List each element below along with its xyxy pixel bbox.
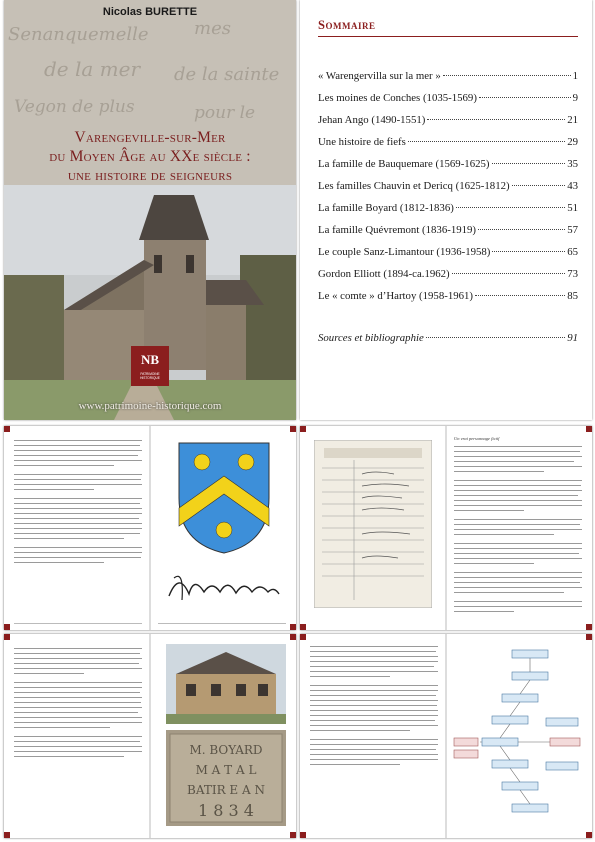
page-corner-mark	[586, 832, 592, 838]
page-corner-mark	[290, 426, 296, 432]
toc-entry-label: Gordon Elliott (1894-ca.1962)	[318, 268, 450, 280]
toc-entry	[318, 158, 578, 170]
page-footer-rule	[14, 623, 142, 624]
manor-house-photo	[166, 644, 286, 724]
toc-leader	[478, 229, 565, 230]
toc-entry-page: 21	[567, 114, 578, 126]
book-title	[16, 128, 284, 185]
toc-entry-page: 1	[572, 70, 578, 82]
signature-image	[164, 566, 284, 606]
stone-inscription-line: 1 8 3 4	[198, 801, 254, 820]
author-name: Nicolas BURETTE	[102, 6, 198, 18]
toc-entry	[318, 202, 578, 214]
toc-entry-page: 91	[567, 332, 578, 344]
page-corner-mark	[290, 832, 296, 838]
coat-of-arms-shield	[174, 438, 274, 558]
page-corner-mark	[300, 832, 306, 838]
toc-entry	[318, 114, 578, 126]
logo-initials: NB	[140, 352, 160, 367]
page-corner-mark	[290, 624, 296, 630]
toc-leader	[492, 251, 565, 252]
manuscript-word: Senanquemelle	[8, 24, 149, 45]
page-corner-mark	[586, 634, 592, 640]
toc-entry-page: 9	[572, 92, 578, 104]
toc-entry	[318, 246, 578, 258]
spread-preview-4	[300, 634, 592, 838]
toc-entry-label: Les moines de Conches (1035-1569)	[318, 92, 477, 104]
title-line: Varengeville-sur-Mer	[74, 129, 226, 146]
toc-entry-page: 57	[567, 224, 578, 236]
book-cover	[4, 0, 296, 420]
logo-subtitle: PATRIMOINE HISTORIQUE	[140, 372, 160, 380]
toc-entry-label: « Warengervilla sur la mer »	[318, 70, 441, 82]
section-heading: Un vrai personnage fictif	[454, 436, 500, 441]
toc-entry-page: 51	[567, 202, 578, 214]
toc-leader	[492, 163, 566, 164]
toc-title: Sommaire	[318, 18, 376, 32]
page-gutter	[445, 426, 447, 630]
toc-entry-page: 73	[567, 268, 578, 280]
toc-entry	[318, 268, 578, 280]
stone-inscription-line: BATIR E A N	[187, 783, 265, 797]
page-gutter	[149, 426, 151, 630]
toc-entry	[318, 290, 578, 302]
manuscript-word: pour le	[194, 103, 256, 123]
toc-entry-page: 43	[567, 180, 578, 192]
page-corner-mark	[4, 832, 10, 838]
toc-entry-label: Le « comte » d’Hartoy (1958-1961)	[318, 290, 474, 302]
spread-preview-3	[4, 634, 296, 838]
spread-preview-1	[4, 426, 296, 630]
toc-entry-page: 29	[567, 136, 578, 148]
toc-entry	[318, 136, 578, 148]
publisher-logo	[131, 346, 169, 386]
manuscript-word: mes	[194, 18, 231, 39]
page-corner-mark	[4, 426, 10, 432]
website-url: www.patrimoine-historique.com	[78, 400, 222, 412]
toc-entry-label: Jehan Ango (1490-1551)	[318, 114, 426, 126]
spread-preview-2	[300, 426, 592, 630]
toc-entry-label: Sources et bibliographie	[318, 332, 424, 344]
toc-entry	[318, 92, 578, 104]
page-corner-mark	[586, 624, 592, 630]
registry-document-image	[314, 440, 432, 608]
toc-leader	[512, 185, 566, 186]
page-corner-mark	[300, 634, 306, 640]
toc-entry	[318, 224, 578, 236]
page-corner-mark	[290, 634, 296, 640]
toc-entry-page: 35	[567, 158, 578, 170]
toc-entry-label: La famille de Bauquemare (1569-1625)	[318, 158, 490, 170]
page-corner-mark	[4, 624, 10, 630]
toc-entry-label: La famille Quévremont (1836-1919)	[318, 224, 477, 236]
carved-stone-photo	[166, 730, 286, 826]
page-gutter	[149, 634, 151, 838]
title-line: du Moyen Âge au XXe siècle :	[49, 148, 251, 165]
toc-entry-label: La famille Boyard (1812-1836)	[318, 202, 454, 214]
title-line: une histoire de seigneurs	[67, 167, 233, 184]
toc-entry	[318, 70, 578, 82]
toc-divider	[318, 36, 578, 37]
toc-leader	[456, 207, 565, 208]
toc-leader	[408, 141, 565, 142]
toc-leader	[452, 273, 566, 274]
toc-entry-page: 85	[567, 290, 578, 302]
toc-entry	[318, 332, 578, 344]
page-corner-mark	[586, 426, 592, 432]
page-footer-rule	[158, 623, 286, 624]
table-of-contents	[300, 0, 592, 420]
page-gutter	[445, 634, 447, 838]
manuscript-word: de la mer	[44, 57, 141, 81]
toc-entry-label: Les familles Chauvin et Dericq (1625-1812)	[318, 180, 510, 192]
toc-entry-page: 65	[567, 246, 578, 258]
toc-leader	[426, 337, 565, 338]
toc-leader	[427, 119, 565, 120]
toc-entry-label: Une histoire de fiefs	[318, 136, 406, 148]
page-corner-mark	[4, 634, 10, 640]
family-tree-diagram	[450, 642, 586, 830]
toc-leader	[475, 295, 565, 296]
page-corner-mark	[300, 426, 306, 432]
manuscript-word: Vegon de plus	[14, 97, 135, 117]
page-corner-mark	[300, 624, 306, 630]
toc-leader	[443, 75, 571, 76]
toc-leader	[479, 97, 571, 98]
stone-inscription-line: M. BOYARD	[189, 743, 263, 757]
toc-entry	[318, 180, 578, 192]
stone-inscription-line: M A T A L	[195, 763, 257, 777]
manuscript-word: de la sainte	[174, 64, 280, 85]
toc-entry-label: Le couple Sanz-Limantour (1936-1958)	[318, 246, 491, 258]
